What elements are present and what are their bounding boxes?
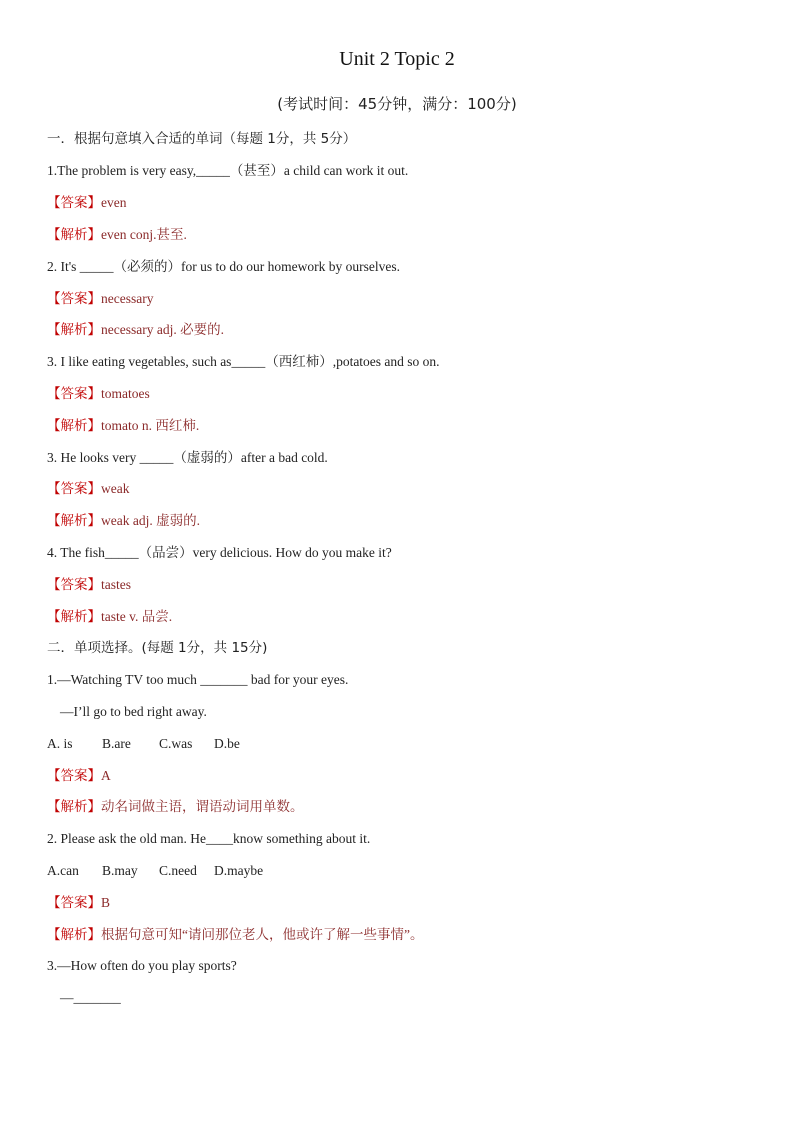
question-text: 1.—Watching TV too much _______ bad for your eyes. [47, 672, 349, 687]
explanation-text: even conj.甚至. [101, 227, 187, 242]
option-c: C.was [159, 736, 193, 751]
option-a: A. is [47, 736, 73, 751]
explanation-text: tomato n. 西红柿. [101, 418, 200, 433]
explanation-line [47, 608, 754, 626]
option-d: D.maybe [214, 863, 264, 878]
answer-value: A [101, 768, 111, 783]
answer-value: weak [101, 481, 130, 496]
answer-value: tastes [101, 577, 131, 592]
explanation-text: weak adj. 虚弱的. [101, 513, 200, 528]
page-title: Unit 2 Topic 2 [339, 48, 455, 70]
answer-line [47, 385, 754, 403]
answer-tag: 【答案】 [47, 768, 101, 783]
explanation-tag: 【解析】 [47, 799, 101, 814]
explanation-tag: 【解析】 [47, 227, 101, 242]
explanation-line [47, 417, 754, 435]
options-row [47, 862, 754, 880]
section-2-heading: 二．单项选择。(每题 1分，共 15分) [47, 640, 268, 656]
option-a: A.can [47, 863, 79, 878]
answer-line [47, 290, 754, 308]
option-c: C.need [159, 863, 197, 878]
explanation-line [47, 226, 754, 244]
answer-tag: 【答案】 [47, 291, 101, 306]
question-text: 4. The fish_____（品尝）very delicious. How do you make it? [47, 545, 392, 560]
dialogue-line: —I’ll go to bed right away. [60, 704, 207, 719]
explanation-text: taste v. 品尝. [101, 609, 173, 624]
answer-line [47, 767, 754, 785]
explanation-line [47, 321, 754, 339]
answer-tag: 【答案】 [47, 195, 101, 210]
explanation-tag: 【解析】 [47, 322, 101, 337]
explanation-line [47, 512, 754, 530]
answer-value: tomatoes [101, 386, 150, 401]
answer-line [47, 480, 754, 498]
question-text: 2. Please ask the old man. He____know something about it. [47, 831, 371, 846]
question-text: 3. I like eating vegetables, such as_____（西红柿）,potatoes and so on. [47, 354, 440, 369]
dialogue-line: —_______ [60, 990, 121, 1005]
answer-tag: 【答案】 [47, 481, 101, 496]
answer-tag: 【答案】 [47, 577, 101, 592]
option-b: B.may [102, 863, 138, 878]
question-text: 1.The problem is very easy,_____（甚至）a child can work it out. [47, 163, 409, 178]
answer-value: B [101, 895, 111, 910]
option-d: D.be [214, 736, 240, 751]
explanation-tag: 【解析】 [47, 609, 101, 624]
question-text: 2. It's _____（必须的）for us to do our homework by ourselves. [47, 259, 401, 274]
question-text: 3. He looks very _____（虚弱的）after a bad cold. [47, 450, 328, 465]
options-row [47, 735, 754, 753]
explanation-text: 动名词做主语，谓语动词用单数。 [101, 799, 304, 814]
explanation-tag: 【解析】 [47, 513, 101, 528]
question-text: 3.—How often do you play sports? [47, 958, 237, 973]
answer-value: even [101, 195, 127, 210]
explanation-text: necessary adj. 必要的. [101, 322, 224, 337]
section-1-heading: 一．根据句意填入合适的单词（每题 1分，共 5分） [47, 131, 357, 147]
option-b: B.are [102, 736, 131, 751]
answer-line [47, 576, 754, 594]
answer-tag: 【答案】 [47, 386, 101, 401]
answer-value: necessary [101, 291, 154, 306]
explanation-line [47, 926, 754, 944]
explanation-text: 根据句意可知“请问那位老人，他或许了解一些事情”。 [101, 927, 424, 942]
explanation-line [47, 798, 754, 816]
answer-tag: 【答案】 [47, 895, 101, 910]
answer-line [47, 194, 754, 212]
answer-line [47, 894, 754, 912]
exam-info: (考试时间：45分钟，满分：100分) [277, 95, 517, 113]
explanation-tag: 【解析】 [47, 418, 101, 433]
explanation-tag: 【解析】 [47, 927, 101, 942]
